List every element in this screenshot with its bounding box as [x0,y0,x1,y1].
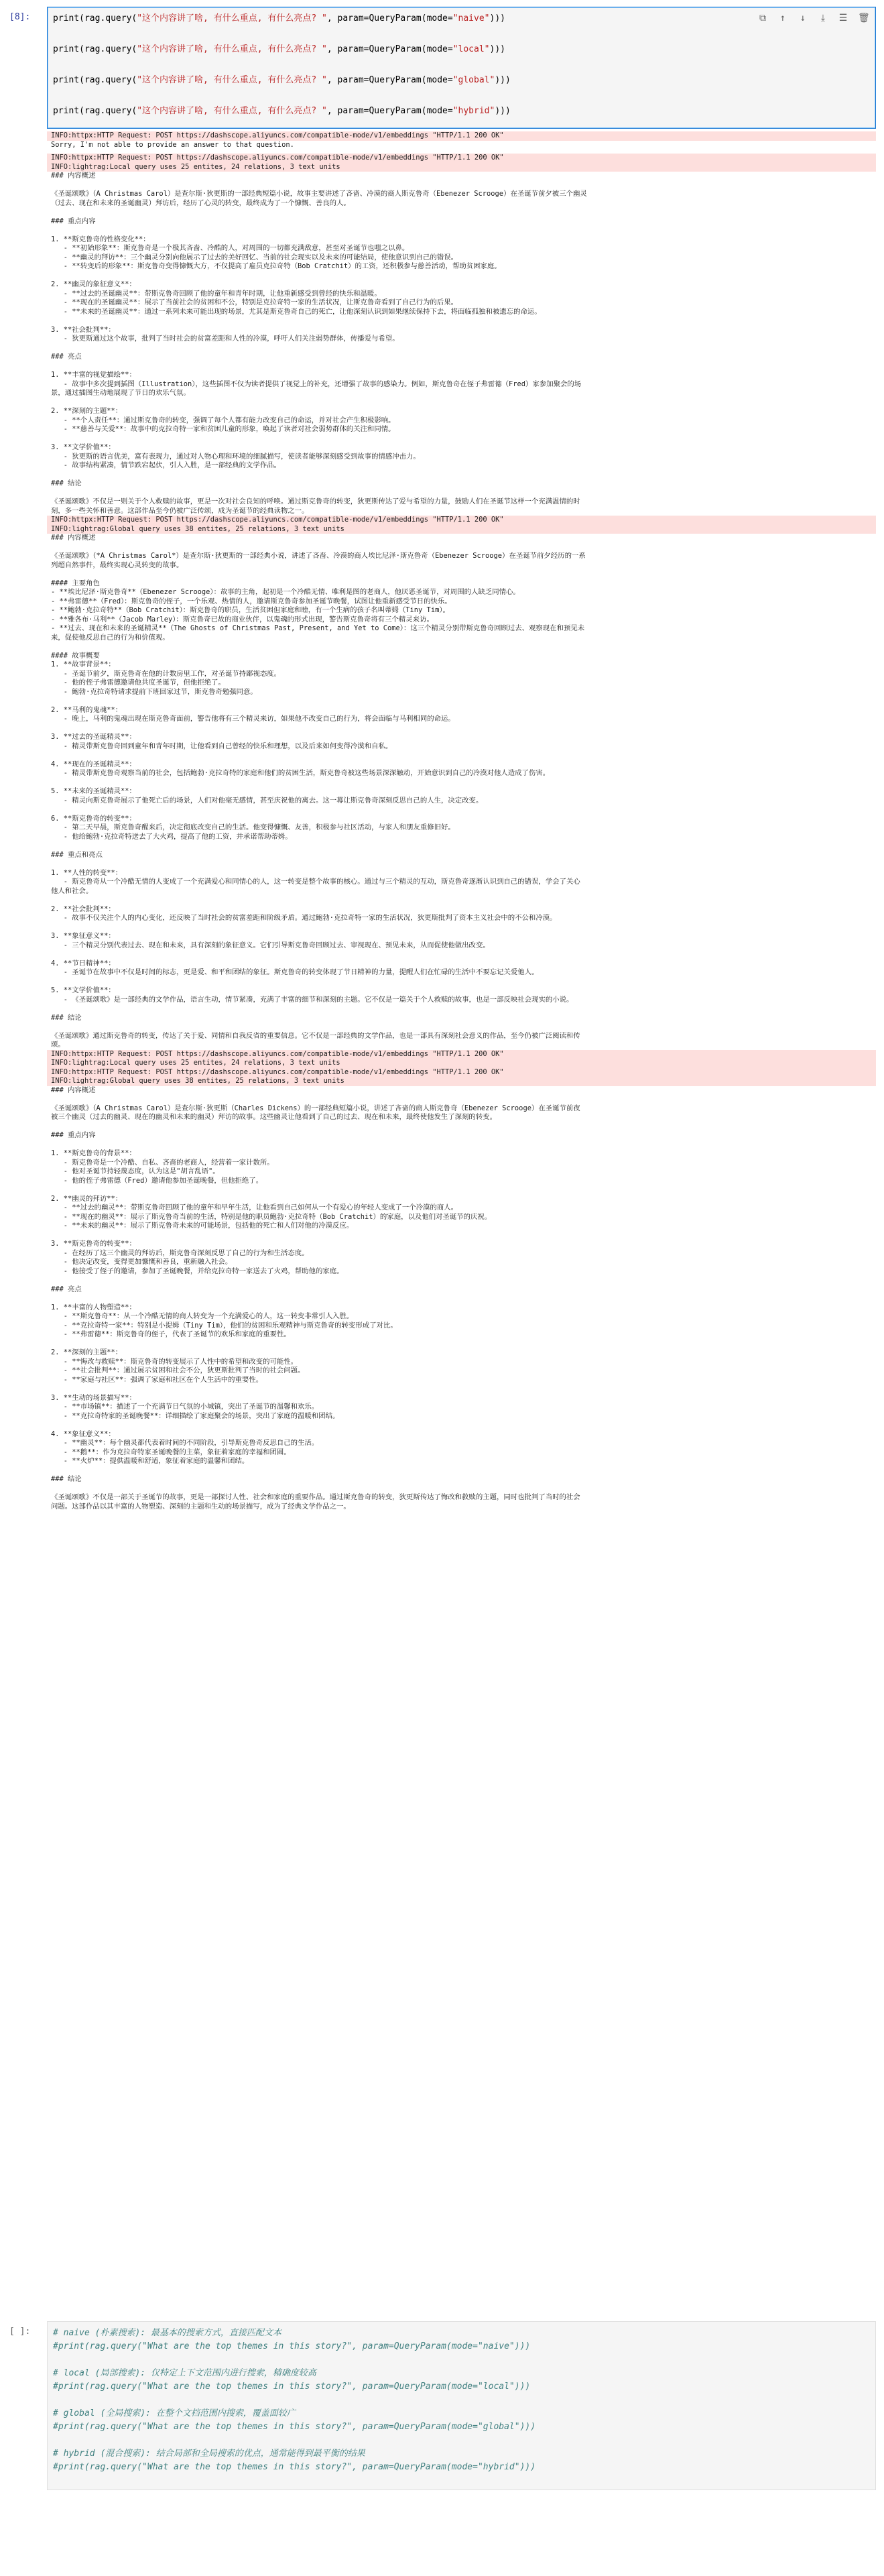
log-line: INFO:httpx:HTTP Request: POST https://dashscope.aliyuncs.com/compatible-mode/v1/embeddings "HTTP/1.1 200 OK" [47,516,876,525]
code-line: print(rag.query("这个内容讲了啥, 有什么重点, 有什么亮点? ", param=QueryParam(mode="local"))) [53,44,505,54]
code-line: #print(rag.query("What are the top themes in this story?", param=QueryParam(mode="naive"))) [53,2341,531,2351]
code-line: print(rag.query("这个内容讲了啥, 有什么重点, 有什么亮点? ", param=QueryParam(mode="global"))) [53,75,511,85]
code-line: # naive (朴素搜索): 最基本的搜索方式，直接匹配文本 [53,2328,281,2338]
copy-icon[interactable]: ⧉ [759,13,766,23]
code-editor[interactable] [47,7,876,129]
log-line: INFO:lightrag:Global query uses 38 entites, 25 relations, 3 text units [47,525,876,534]
log-line: INFO:httpx:HTTP Request: POST https://dashscope.aliyuncs.com/compatible-mode/v1/embeddings "HTTP/1.1 200 OK" [47,131,876,141]
answer-text: ### 内容概述 《圣诞颂歌》（A Christmas Carol）是查尔斯·狄更斯的一部经典短篇小说，故事主要讲述了吝啬、冷漠的商人斯克鲁奇（Ebenezer Scrooge）在圣诞节前夕被三个幽灵 （过去、现在和未来的圣诞幽灵）拜访后，经历了心灵的转变，最终成为了一个慷慨、善良的人。 ### 重点内容 1. **斯克鲁奇的性格变化**： - **初始形象**：斯克鲁奇是一个极其吝啬、冷酷的人，对周围的一切都充满敌意，甚至对圣诞节也嗤之以鼻。 - **幽灵的拜访**：三个幽灵分别向他展示了过去的美好回忆、当前的社会现实以及未来的可能结局，使他意识到自己的错误。 - **转变后的形象**：斯克鲁奇变得慷慨大方，不仅提高了雇员克拉奇特（Bob Cratchit）的工资，还积极参与慈善活动，帮助贫困家庭。 2. **幽灵的象征意义**： - **过去的圣诞幽灵**：带斯克鲁奇回顾了他的童年和青年时期，让他重新感受到曾经的快乐和温暖。 - **现在的圣诞幽灵**：展示了当前社会的贫困和不公，特别是克拉奇特一家的生活状况，让斯克鲁奇看到了自己行为的后果。 - **未来的圣诞幽灵**：通过一系列未来可能出现的场景，尤其是斯克鲁奇自己的死亡，让他深刻认识到如果继续保持下去，将面临孤独和被遗忘的命运。 3. **社会批判**： - 狄更斯通过这个故事，批判了当时社会的贫富差距和人性的冷漠，呼吁人们关注弱势群体，传播爱与希望。 ### 亮点 1. **丰富的视觉描绘**： - 故事中多次提到插图（Illustration），这些插图不仅为读者提供了视觉上的补充，还增强了故事的感染力。例如，斯克鲁奇在侄子弗雷德（Fred）家参加聚会的场 景，通过插图生动地展现了节日的欢乐气氛。 2. **深刻的主题**： - **个人责任**：通过斯克鲁奇的转变，强调了每个人都有能力改变自己的命运，并对社会产生积极影响。 - **慈善与关爱**：故事中的克拉奇特一家和贫困儿童的形象，唤起了读者对社会弱势群体的关注和同情。 3. **文学价值**： - 狄更斯的语言优美，富有表现力，通过对人物心理和环境的细腻描写，使读者能够深刻感受到故事的情感冲击力。 - 故事结构紧凑，情节跌宕起伏，引人入胜，是一部经典的文学作品。 ### 结论 《圣诞颂歌》不仅是一则关于个人救赎的故事，更是一次对社会良知的呼唤。通过斯克鲁奇的转变，狄更斯传达了爱与希望的力量，鼓励人们在圣诞节这样一个充满温情的时 刻，多一些关怀和善意。这部作品至今仍被广泛传颂，成为圣诞节的经典读物之一。 [51,172,587,515]
format-icon[interactable]: ☰ [838,13,848,23]
code-line: print(rag.query("这个内容讲了啥, 有什么重点, 有什么亮点? ", param=QueryParam(mode="hybrid"))) [53,106,511,116]
code-cell-2[interactable] [0,2321,884,2496]
log-line: INFO:lightrag:Local query uses 25 entites, 24 relations, 3 text units [47,163,876,172]
cell-prompt: [ ]: [9,2327,31,2337]
add-below-icon[interactable]: ⤓ [820,13,826,23]
log-line: INFO:lightrag:Global query uses 38 entites, 25 relations, 3 text units [47,1077,876,1086]
answer-text: ### 内容概述 《圣诞颂歌》（*A Christmas Carol*）是查尔斯·狄更斯的一部经典小说，讲述了吝啬、冷漠的商人埃比尼泽·斯克鲁奇（Ebenezer Scrooge）在圣诞节前夕经历的一系 列超自然事件，最终实现心灵转变的故事。 #### 主要角色 - **埃比尼泽·斯克鲁奇**（Ebenezer Scrooge）：故事的主角，起初是一个冷酷无情、唯利是图的老商人，他厌恶圣诞节，对周围的人缺乏同情心。 - **弗雷德**（Fred）：斯克鲁奇的侄子，一个乐观、热情的人，邀请斯克鲁奇参加圣诞节晚餐，试图让他重新感受节日的快乐。 - **鲍勃·克拉奇特**（Bob Cratchit）：斯克鲁奇的职员，生活贫困但家庭和睦，有一个生病的孩子名叫蒂姆（Tiny Tim）。 - **雅各布·马利**（Jacob Marley）：斯克鲁奇已故的商业伙伴，以鬼魂的形式出现，警告斯克鲁奇将有三个精灵来访。 - **过去、现在和未来的圣诞精灵**（The Ghosts of Christmas Past, Present, and Yet to Come）：这三个精灵分别带斯克鲁奇回顾过去、观察现在和预见未 来，促使他反思自己的行为和价值观。 #### 故事概要 1. **故事背景**： - 圣诞节前夕，斯克鲁奇在他的计数房里工作，对圣诞节持鄙视态度。 - 他的侄子弗雷德邀请他共度圣诞节，但他拒绝了。 - 鲍勃·克拉奇特请求提前下班回家过节，斯克鲁奇勉强同意。 2. **马利的鬼魂**： - 晚上，马利的鬼魂出现在斯克鲁奇面前，警告他将有三个精灵来访，如果他不改变自己的行为，将会面临与马利相同的命运。 3. **过去的圣诞精灵**： - 精灵带斯克鲁奇回到童年和青年时期，让他看到自己曾经的快乐和理想，以及后来如何变得冷漠和自私。 4. **现在的圣诞精灵**： - 精灵带斯克鲁奇观察当前的社会，包括鲍勃·克拉奇特的家庭和他们的贫困生活，斯克鲁奇被这些场景深深触动，开始意识到自己的冷漠对他人造成了伤害。 5. **未来的圣诞精灵**： - 精灵向斯克鲁奇展示了他死亡后的场景，人们对他毫无感情，甚至庆祝他的离去。这一幕让斯克鲁奇深刻反思自己的人生，决定改变。 6. **斯克鲁奇的转变**： - 第二天早晨，斯克鲁奇醒来后，决定彻底改变自己的生活。他变得慷慨、友善，积极参与社区活动，与家人和朋友重修旧好。 - 他给鲍勃·克拉奇特送去了大火鸡，提高了他的工资，并承诺帮助蒂姆。 ### 重点和亮点 1. **人性的转变**： - 斯克鲁奇从一个冷酷无情的人变成了一个充满爱心和同情心的人，这一转变是整个故事的核心。通过与三个精灵的互动，斯克鲁奇逐渐认识到自己的错误，学会了关心 他人和社会。 2. **社会批判**： - 故事不仅关注个人的内心变化，还反映了当时社会的贫富差距和阶级矛盾。通过鲍勃·克拉奇特一家的生活状况，狄更斯批判了资本主义社会中的不公和冷漠。 3. **象征意义**： - 三个精灵分别代表过去、现在和未来，具有深刻的象征意义。它们引导斯克鲁奇回顾过去、审视现在、预见未来，从而促使他做出改变。 4. **节日精神**： - 圣诞节在故事中不仅是时间的标志，更是爱、和平和团结的象征。斯克鲁奇的转变体现了节日精神的力量，提醒人们在忙碌的生活中不要忘记关爱他人。 5. **文学价值**： - 《圣诞颂歌》是一部经典的文学作品，语言生动，情节紧凑，充满了丰富的细节和深刻的主题。它不仅是一篇关于个人救赎的故事，也是一部反映社会现实的小说。 ### 结论 《圣诞颂歌》通过斯克鲁奇的转变，传达了关于爱、同情和自我反省的重要信息。它不仅是一部经典的文学作品，也是一部具有深刻社会意义的作品，至今仍被广泛阅读和传 颂。 [51,534,586,1049]
code-line: #print(rag.query("What are the top themes in this story?", param=QueryParam(mode="hybrid"))) [53,2462,536,2472]
code-line: # hybrid (混合搜索): 结合局部和全局搜索的优点，通常能得到最平衡的结果 [53,2449,365,2459]
code-cell-1[interactable] [0,7,884,127]
log-line: INFO:lightrag:Local query uses 25 entites, 24 relations, 3 text units [47,1059,876,1068]
answer-text: Sorry, I'm not able to provide an answer to that question. [51,140,294,149]
move-up-icon[interactable]: ↑ [779,13,786,23]
log-line: INFO:httpx:HTTP Request: POST https://dashscope.aliyuncs.com/compatible-mode/v1/embeddings "HTTP/1.1 200 OK" [47,1050,876,1059]
code-line: print(rag.query("这个内容讲了啥, 有什么重点, 有什么亮点? ", param=QueryParam(mode="naive"))) [53,13,505,23]
log-line: INFO:httpx:HTTP Request: POST https://dashscope.aliyuncs.com/compatible-mode/v1/embeddings "HTTP/1.1 200 OK" [47,1068,876,1077]
code-editor[interactable] [47,2321,876,2490]
cell-output [47,131,876,2310]
delete-icon[interactable]: 🗑 [858,13,870,23]
answer-text: ### 内容概述 《圣诞颂歌》（A Christmas Carol）是查尔斯·狄更斯（Charles Dickens）的一部经典短篇小说，讲述了吝啬的商人斯克鲁奇（Ebenezer Scrooge）在圣诞节前夜 被三个幽灵（过去的幽灵、现在的幽灵和未来的幽灵）拜访的故事。这些幽灵让他看到了自己的过去、现在和未来，最终使他发生了深刻的转变。 ### 重点内容 1. **斯克鲁奇的背景**： - 斯克鲁奇是一个冷酷、自私、吝啬的老商人，经营着一家计数所。 - 他对圣诞节持轻蔑态度，认为这是"胡言乱语"。 - 他的侄子弗雷德（Fred）邀请他参加圣诞晚餐，但他拒绝了。 2. **幽灵的拜访**： - **过去的幽灵**：带斯克鲁奇回顾了他的童年和早年生活，让他看到自己如何从一个有爱心的年轻人变成了一个冷漠的商人。 - **现在的幽灵**：展示了斯克鲁奇当前的生活，特别是他的职员鲍勃·克拉奇特（Bob Cratchit）的家庭，以及他们对圣诞节的庆祝。 - **未来的幽灵**：展示了斯克鲁奇未来的可能场景，包括他的死亡和人们对他的冷漠反应。 3. **斯克鲁奇的转变**： - 在经历了这三个幽灵的拜访后，斯克鲁奇深刻反思了自己的行为和生活态度。 - 他决定改变，变得更加慷慨和善良，重新融入社会。 - 他接受了侄子的邀请，参加了圣诞晚餐，并给克拉奇特一家送去了火鸡，帮助他的家庭。 ### 亮点 1. **丰富的人物塑造**： - **斯克鲁奇**：从一个冷酷无情的商人转变为一个充满爱心的人，这一转变非常引人入胜。 - **克拉奇特一家**：特别是小提姆（Tiny Tim），他们的贫困和乐观精神与斯克鲁奇的转变形成了对比。 - **弗雷德**：斯克鲁奇的侄子，代表了圣诞节的欢乐和家庭的重要性。 2. **深刻的主题**： - **悔改与救赎**：斯克鲁奇的转变展示了人性中的希望和改变的可能性。 - **社会批判**：通过展示贫困和社会不公，狄更斯批判了当时的社会问题。 - **家庭与社区**：强调了家庭和社区在个人生活中的重要性。 3. **生动的场景描写**： - **市场镇**：描述了一个充满节日气氛的小城镇，突出了圣诞节的温馨和欢乐。 - **克拉奇特家的圣诞晚餐**：详细描绘了家庭聚会的场景，突出了家庭的温暖和团结。 4. **象征意义**： - **幽灵**：每个幽灵都代表着时间的不同阶段，引导斯克鲁奇反思自己的生活。 - **鹅**：作为克拉奇特家圣诞晚餐的主菜，象征着家庭的幸福和团圆。 - **火炉**：提供温暖和舒适，象征着家庭的温馨和团结。 ### 结论 《圣诞颂歌》不仅是一部关于圣诞节的故事，更是一部探讨人性、社会和家庭的重要作品。通过斯克鲁奇的转变，狄更斯传达了悔改和救赎的主题，同时也批判了当时的社会 问题。这部作品以其丰富的人物塑造、深刻的主题和生动的场景描写，成为了经典文学作品之一。 [51,1086,580,1511]
log-line: INFO:httpx:HTTP Request: POST https://dashscope.aliyuncs.com/compatible-mode/v1/embeddings "HTTP/1.1 200 OK" [47,154,876,163]
move-down-icon[interactable]: ↓ [800,13,806,23]
code-line: # global (全局搜索): 在整个文档范围内搜索，覆盖面较广 [53,2408,296,2418]
cell-prompt: [8]: [9,12,31,22]
cell-toolbar [757,13,869,23]
code-line: #print(rag.query("What are the top themes in this story?", param=QueryParam(mode="global"))) [53,2422,536,2432]
code-line: #print(rag.query("What are the top themes in this story?", param=QueryParam(mode="local"))) [53,2382,531,2392]
code-line: # local (局部搜索): 仅特定上下文范围内进行搜索，精确度较高 [53,2368,316,2378]
